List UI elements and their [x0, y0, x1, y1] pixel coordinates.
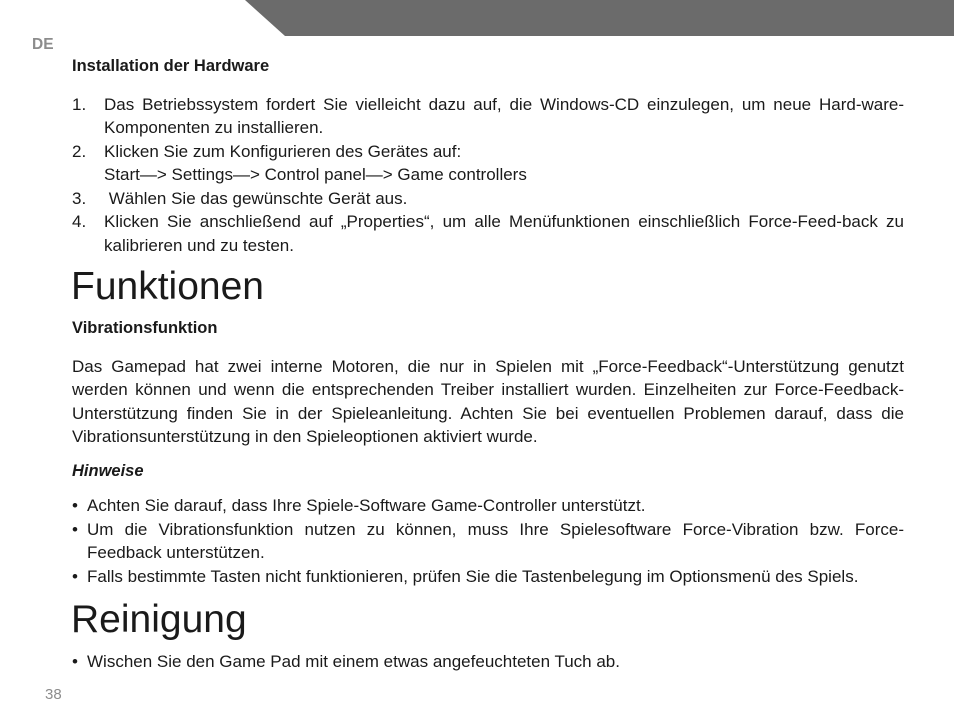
vibration-heading: Vibrationsfunktion	[72, 319, 218, 337]
cleaning-text: Wischen Sie den Game Pad mit einem etwas angefeuchteten Tuch ab.	[87, 652, 620, 671]
bullet-icon: •	[72, 496, 78, 515]
list-item	[72, 210, 904, 257]
step-text: Klicken Sie anschließend auf „Properties“, um alle Menüfunktionen einschließlich Force-Feed-back zu kalibrieren und zu testen.	[104, 212, 904, 255]
note-text: Um die Vibrationsfunktion nutzen zu können, muss Ihre Spielesoftware Force-Vibration bzw. Force-Feedback unterstützen.	[87, 519, 904, 562]
step-text: Das Betriebssystem fordert Sie vielleicht dazu auf, die Windows-CD einzulegen, um neue Hard-ware-Komponenten zu installieren.	[104, 94, 904, 137]
page-content	[72, 55, 904, 682]
list-item	[72, 187, 904, 211]
language-label: DE	[32, 36, 54, 53]
installation-heading: Installation der Hardware	[72, 57, 270, 75]
step-number: 3.	[72, 188, 87, 208]
installation-steps	[72, 93, 904, 258]
step-number: 2.	[72, 141, 87, 161]
step-path: Start—> Settings—> Control panel—> Game controllers	[104, 165, 527, 184]
note-text: Falls bestimmte Tasten nicht funktionieren, prüfen Sie die Tastenbelegung im Optionsmenü des Spiels.	[87, 566, 859, 586]
bullet-icon: •	[72, 652, 78, 671]
funktionen-title: Funktionen	[71, 265, 264, 308]
step-number: 1.	[72, 94, 87, 114]
page-number: 38	[45, 686, 62, 703]
list-item	[72, 140, 904, 187]
note-text: Achten Sie darauf, dass Ihre Spiele-Software Game-Controller unterstützt.	[87, 496, 646, 515]
list-item	[72, 565, 904, 589]
list-item	[72, 494, 904, 518]
notes-heading: Hinweise	[72, 461, 144, 480]
list-item	[72, 650, 904, 674]
cleaning-list	[72, 650, 904, 674]
step-number: 4.	[72, 212, 87, 231]
bullet-icon: •	[72, 566, 78, 586]
bullet-icon: •	[72, 519, 78, 539]
notes-list	[72, 494, 904, 588]
step-text: Wählen Sie das gewünschte Gerät aus.	[104, 188, 408, 208]
step-text: Klicken Sie zum Konfigurieren des Gerätes auf:	[104, 141, 462, 161]
reinigung-title: Reinigung	[71, 598, 247, 641]
header-tab-bar	[245, 0, 954, 36]
vibration-paragraph: Das Gamepad hat zwei interne Motoren, die nur in Spielen mit „Force-Feedback“-Unterstützung genutzt werden können und wenn die entsprechenden Treiber installiert wurden. Einzelheiten zur Force-Feedback-Unterstützung finden Sie in der Spieleanleitung. Achten Sie bei eventuellen Problemen darauf, dass die Vibrationsunterstützung in den Spieleoptionen aktiviert wurde.	[72, 356, 904, 446]
list-item	[72, 518, 904, 565]
list-item	[72, 93, 904, 140]
